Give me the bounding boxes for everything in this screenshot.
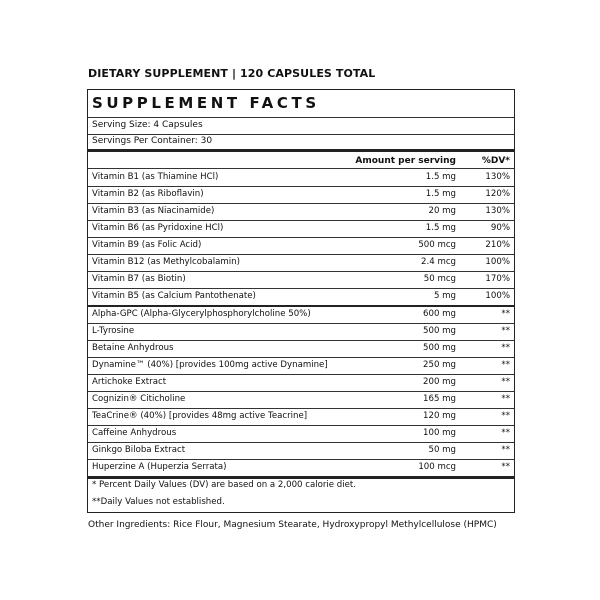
row-name: Cognizin® Citicholine [92, 394, 186, 404]
row-dv: ** [501, 428, 510, 438]
row-dv: ** [501, 309, 510, 319]
table-row [88, 425, 514, 442]
table-row [88, 323, 514, 340]
row-amount: 120 mg [423, 411, 456, 421]
row-name: Vitamin B6 (as Pyridoxine HCl) [92, 223, 224, 233]
divider-thick [88, 149, 514, 152]
table-row [88, 237, 514, 254]
table-row [88, 459, 514, 476]
row-dv: ** [501, 445, 510, 455]
row-name: Artichoke Extract [92, 377, 167, 387]
table-row [88, 220, 514, 237]
serving-size: Serving Size: 4 Capsules [92, 120, 203, 130]
row-dv: 100% [485, 257, 510, 267]
row-amount: 2.4 mcg [421, 257, 456, 267]
row-amount: 500 mg [423, 326, 456, 336]
divider [88, 117, 514, 118]
row-name: Vitamin B5 (as Calcium Pantothenate) [92, 291, 256, 301]
row-name: Ginkgo Biloba Extract [92, 445, 186, 455]
row-amount: 1.5 mg [425, 189, 456, 199]
supplement-facts-panel [87, 89, 515, 513]
row-name: Vitamin B12 (as Methylcobalamin) [92, 257, 240, 267]
row-dv: ** [501, 343, 510, 353]
row-name: Huperzine A (Huperzia Serrata) [92, 462, 227, 472]
row-dv: ** [501, 360, 510, 370]
row-amount: 5 mg [433, 291, 456, 301]
product-heading: DIETARY SUPPLEMENT | 120 CAPSULES TOTAL [88, 67, 376, 80]
divider-thick [88, 476, 514, 479]
dv-header: %DV* [481, 156, 510, 166]
other-ingredients: Other Ingredients: Rice Flour, Magnesium Stearate, Hydroxypropyl Methylcellulose (HPMC) [88, 520, 497, 530]
row-dv: ** [501, 411, 510, 421]
row-amount: 1.5 mg [425, 172, 456, 182]
row-name: Betaine Anhydrous [92, 343, 174, 353]
row-name: Caffeine Anhydrous [92, 428, 177, 438]
panel-title: SUPPLEMENT FACTS [92, 94, 320, 112]
table-row [88, 186, 514, 203]
row-amount: 100 mg [423, 428, 456, 438]
row-name: Alpha-GPC (Alpha-Glycerylphosphorylcholine 50%) [92, 309, 311, 319]
row-name: Vitamin B3 (as Niacinamide) [92, 206, 215, 216]
row-amount: 100 mcg [418, 462, 456, 472]
amount-header: Amount per serving [355, 156, 456, 166]
table-row [88, 442, 514, 459]
row-dv: ** [501, 462, 510, 472]
row-name: Vitamin B1 (as Thiamine HCl) [92, 172, 219, 182]
row-name: Vitamin B2 (as Riboflavin) [92, 189, 204, 199]
table-row [88, 374, 514, 391]
table-row [88, 254, 514, 271]
row-amount: 250 mg [423, 360, 456, 370]
row-amount: 1.5 mg [425, 223, 456, 233]
row-amount: 50 mcg [423, 274, 456, 284]
row-dv: 120% [485, 189, 510, 199]
row-dv: 210% [485, 240, 510, 250]
row-dv: ** [501, 377, 510, 387]
row-name: TeaCrine® (40%) [provides 48mg active Teacrine] [92, 411, 308, 421]
table-row [88, 391, 514, 408]
row-amount: 500 mcg [418, 240, 456, 250]
table-row [88, 203, 514, 220]
row-name: Vitamin B9 (as Folic Acid) [92, 240, 202, 250]
table-row [88, 357, 514, 374]
row-dv: 90% [490, 223, 510, 233]
table-row [88, 408, 514, 425]
table-row [88, 340, 514, 357]
footnote-dv: * Percent Daily Values (DV) are based on a 2,000 calorie diet. [92, 480, 357, 490]
table-row [88, 169, 514, 186]
row-dv: 170% [485, 274, 510, 284]
row-amount: 20 mg [428, 206, 456, 216]
table-row [88, 271, 514, 288]
servings-per-container: Servings Per Container: 30 [92, 136, 213, 146]
row-amount: 200 mg [423, 377, 456, 387]
row-dv: ** [501, 326, 510, 336]
row-amount: 600 mg [423, 309, 456, 319]
row-amount: 50 mg [428, 445, 456, 455]
row-dv: 100% [485, 291, 510, 301]
table-row [88, 288, 514, 305]
row-name: Vitamin B7 (as Biotin) [92, 274, 186, 284]
row-dv: 130% [485, 206, 510, 216]
footnote-not-established: **Daily Values not established. [92, 497, 225, 507]
row-dv: 130% [485, 172, 510, 182]
row-amount: 500 mg [423, 343, 456, 353]
divider [88, 134, 514, 135]
row-dv: ** [501, 394, 510, 404]
row-name: L-Tyrosine [92, 326, 135, 336]
row-amount: 165 mg [423, 394, 456, 404]
row-name: Dynamine™ (40%) [provides 100mg active Dynamine] [92, 360, 328, 370]
table-row [88, 306, 514, 323]
